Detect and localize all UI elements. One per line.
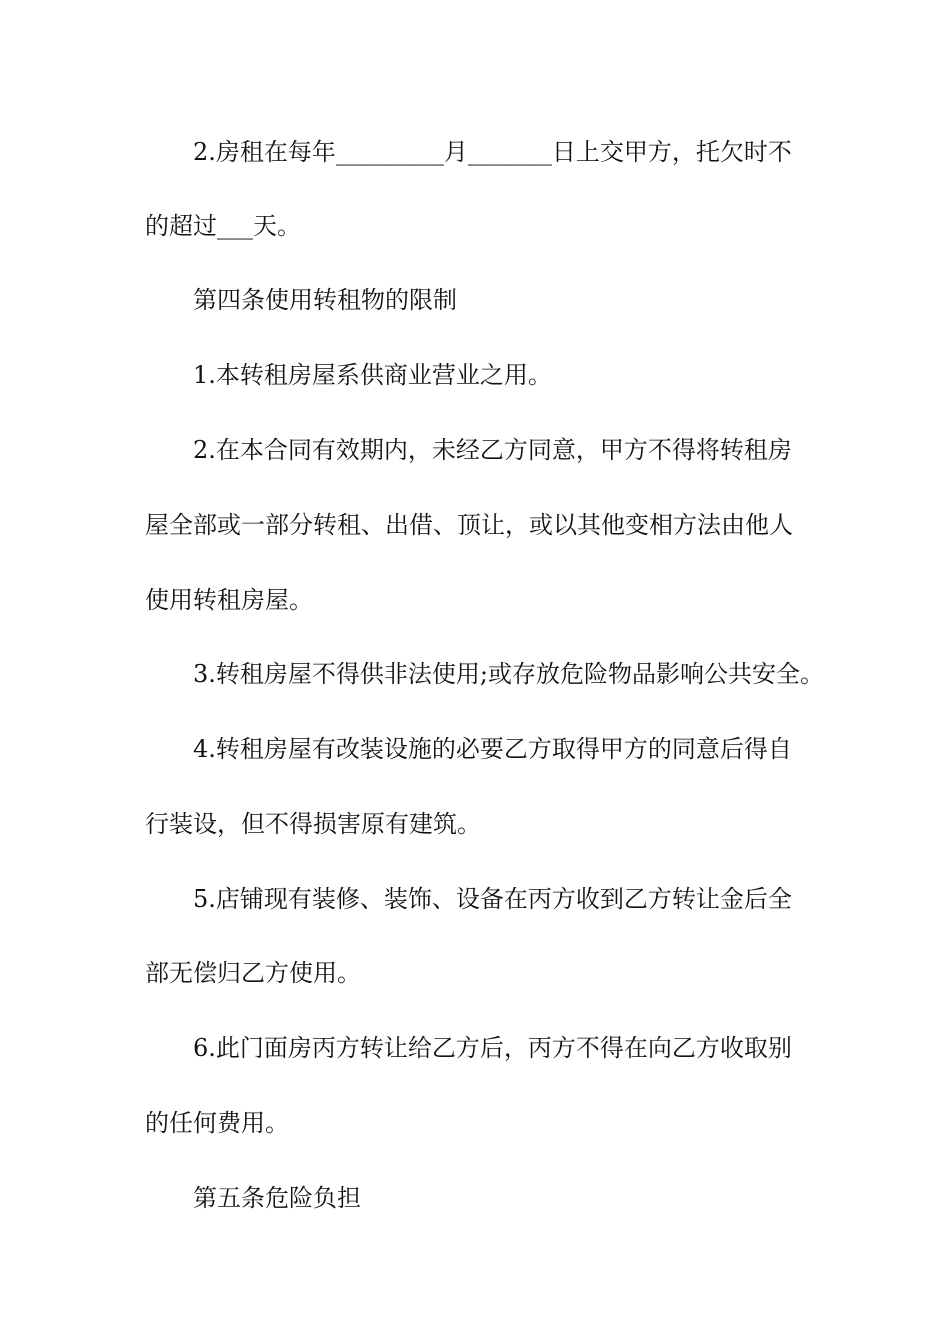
paragraph-rent-payment-continued: 的超过___天。: [145, 212, 301, 240]
clause-2-restrictions-continued: 屋全部或一部分转租、出借、顶让，或以其他变相方法由他人: [145, 511, 793, 539]
clause-6-no-extra-fees: 6.此门面房丙方转让给乙方后，丙方不得在向乙方收取别: [193, 1034, 792, 1062]
clause-1-commercial-use: 1.本转租房屋系供商业营业之用。: [193, 361, 552, 389]
section-heading-article-four: 第四条使用转租物的限制: [193, 286, 457, 314]
clause-4-installation-continued: 行装设，但不得损害原有建筑。: [145, 810, 481, 838]
clause-6-no-extra-fees-continued: 的任何费用。: [145, 1109, 289, 1137]
clause-5-decoration: 5.店铺现有装修、装饰、设备在丙方收到乙方转让金后全: [193, 885, 792, 913]
clause-2-restrictions: 2.在本合同有效期内，未经乙方同意，甲方不得将转租房: [193, 436, 792, 464]
paragraph-rent-payment: 2.房租在每年_________月_______日上交甲方，托欠时不: [193, 138, 792, 166]
clause-3-illegal-use: 3.转租房屋不得供非法使用;或存放危险物品影响公共安全。: [193, 660, 824, 688]
clause-5-decoration-continued: 部无偿归乙方使用。: [145, 959, 361, 987]
clause-4-installation: 4.转租房屋有改装设施的必要乙方取得甲方的同意后得自: [193, 735, 792, 763]
clause-2-restrictions-end: 使用转租房屋。: [145, 586, 313, 614]
section-heading-article-five: 第五条危险负担: [193, 1184, 361, 1212]
